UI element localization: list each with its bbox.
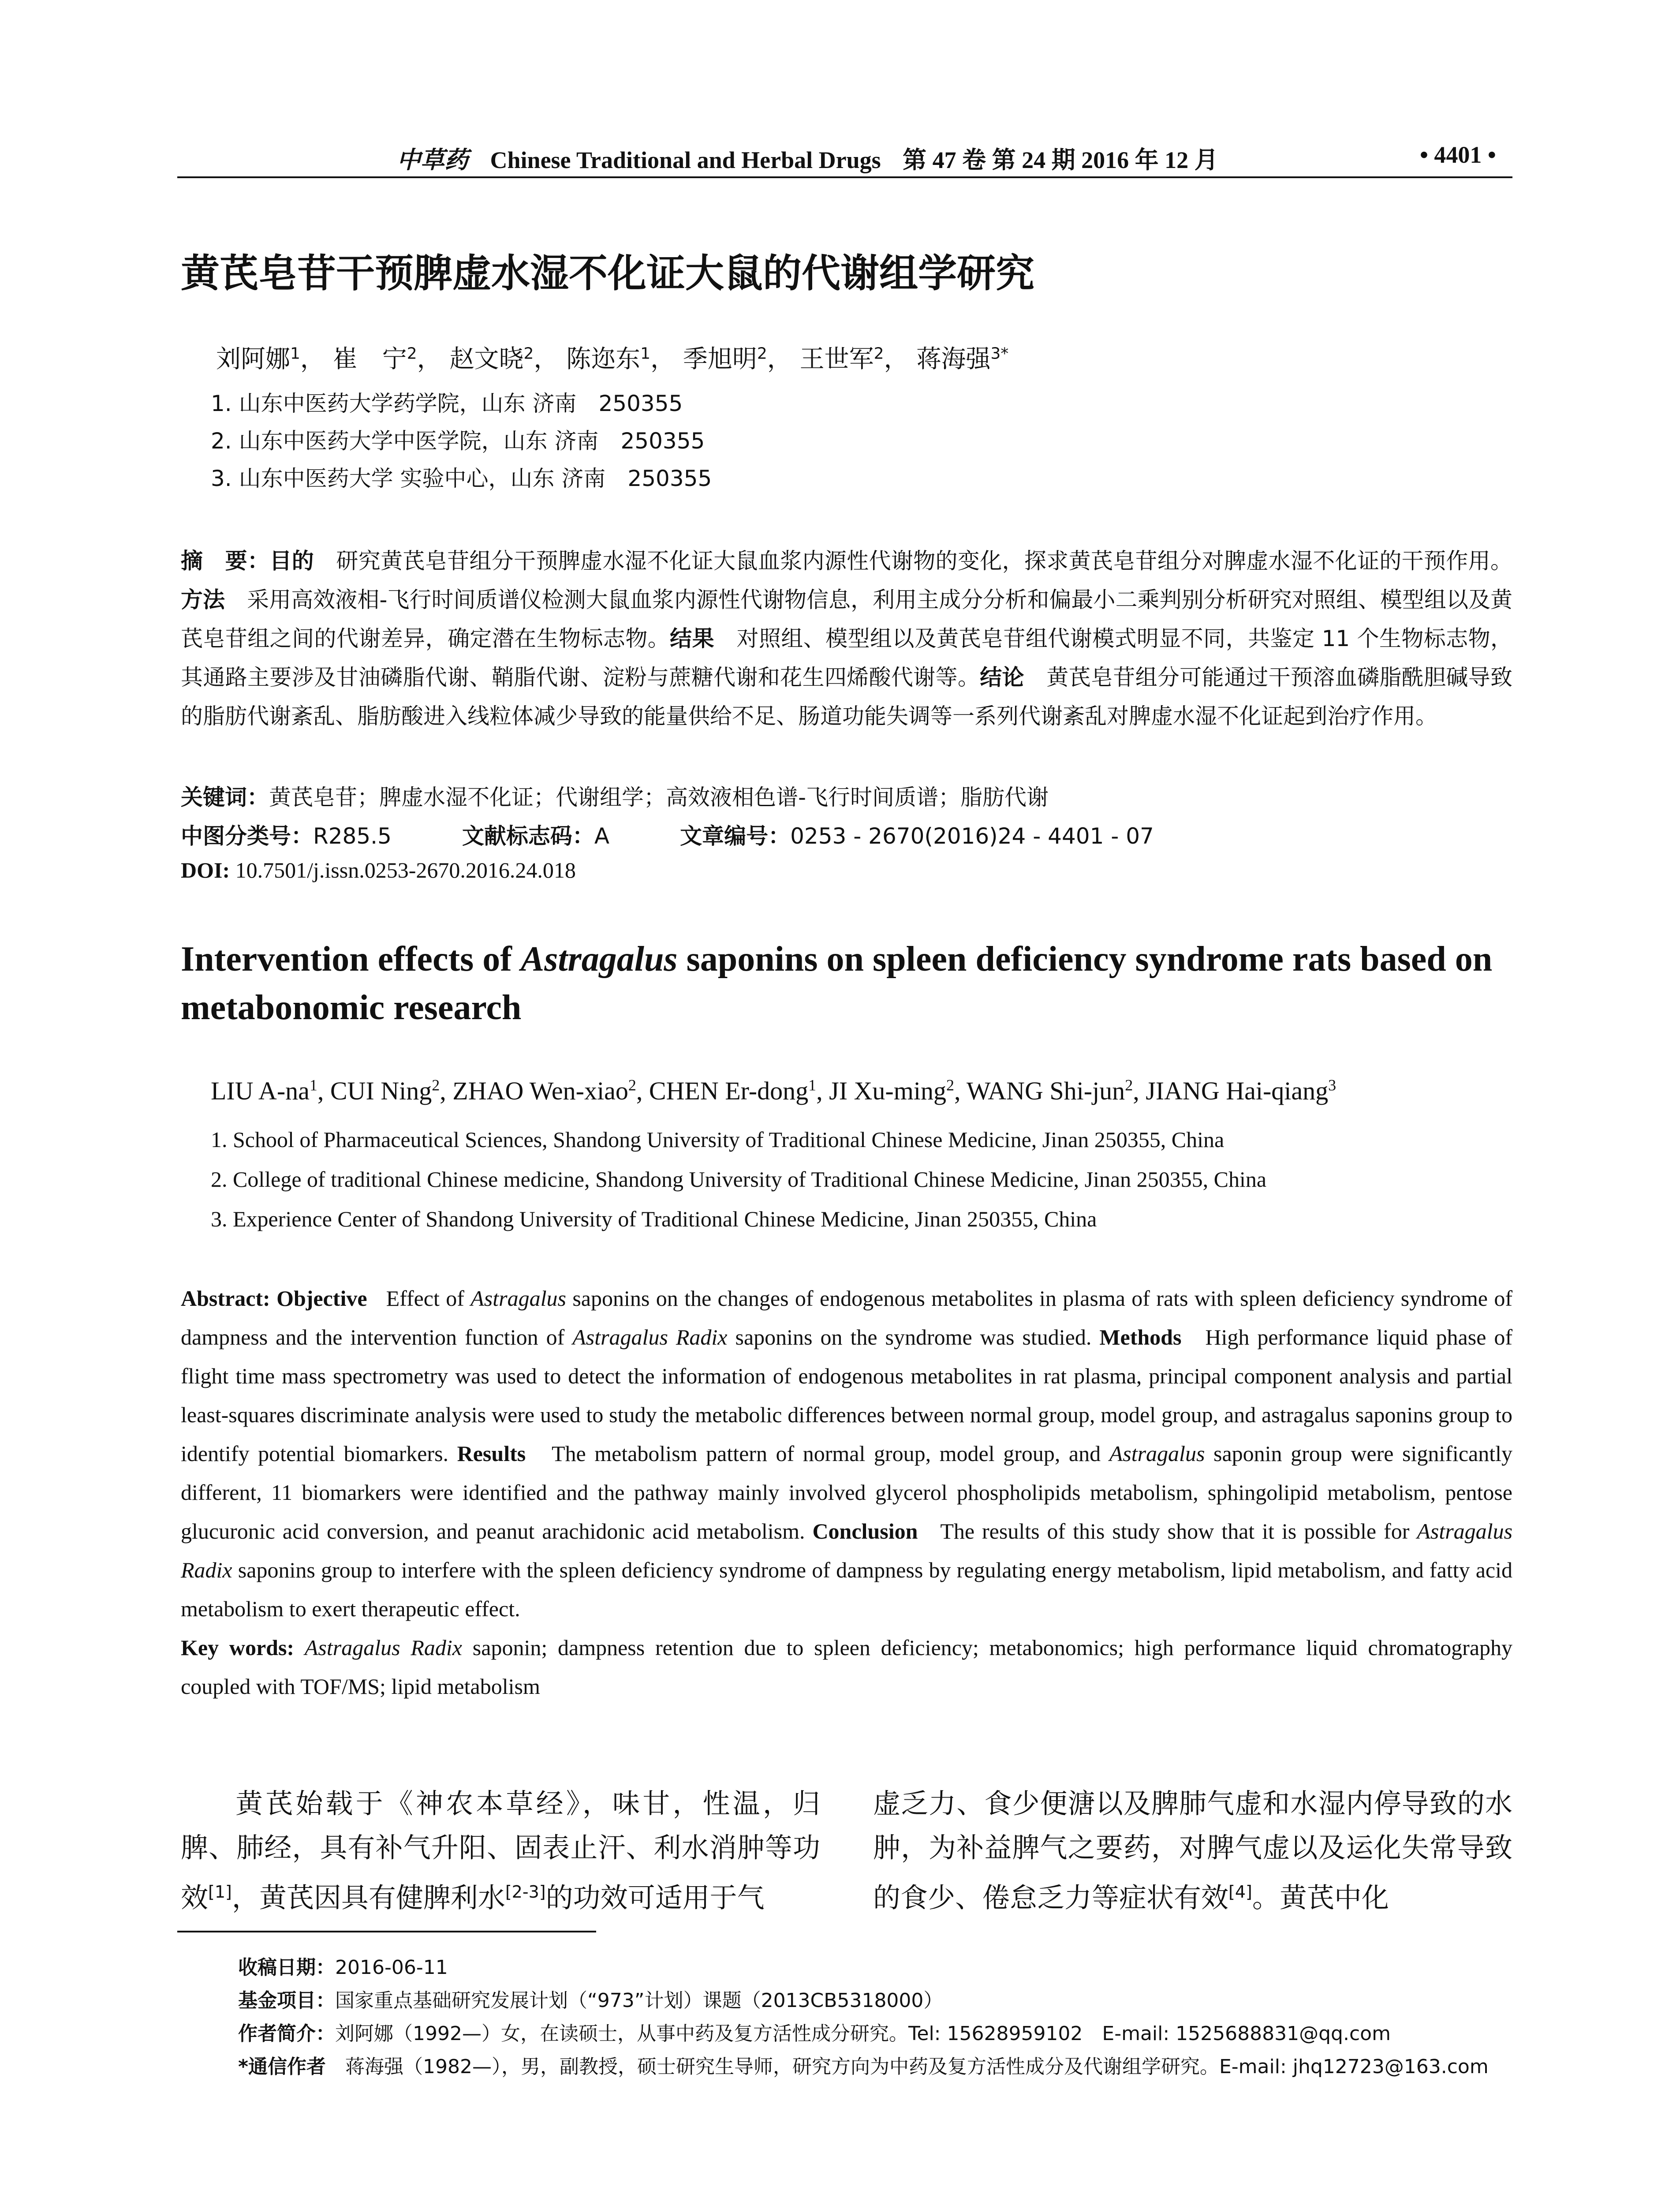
doi-line: DOI: 10.7501/j.issn.0253-2670.2016.24.018 bbox=[181, 858, 576, 882]
abstract-conclusion-label: Conclusion bbox=[812, 1519, 918, 1544]
title-cn: 黄芪皂苷干预脾虚水湿不化证大鼠的代谢组学研究 bbox=[181, 250, 1035, 296]
methods-label: 方法 bbox=[181, 587, 225, 613]
author-en: JI Xu-ming$^2$ bbox=[829, 1076, 954, 1106]
keywords-en: Key words: Astragalus Radix saponin; dampness retention due to spleen deficiency; metabonomics; high performance liquid chromatography coupled with TOF/MS; lipid metabolism bbox=[181, 1635, 1513, 1699]
title-en: Intervention effects of Astragalus saponins on spleen deficiency syndrome rats based on metabonomic research bbox=[181, 940, 1493, 1027]
citation-ref[interactable]: [1] bbox=[208, 1882, 232, 1902]
author-cn: 崔 宁$^2$ bbox=[332, 344, 417, 374]
running-header bbox=[397, 141, 1218, 175]
affiliation-en-3: 3. Experience Center of Shandong University of Traditional Chinese Medicine, Jinan 250355, China bbox=[211, 1207, 1097, 1231]
abstract-cn bbox=[181, 542, 1512, 736]
author-en: ZHAO Wen-xiao$^2$ bbox=[452, 1076, 636, 1106]
author-en: JIANG Hai-qiang$^3$ bbox=[1146, 1076, 1337, 1106]
authors-cn: 刘阿娜$^1$， 崔 宁$^2$， 赵文晓$^2$， 陈迩东$^1$， 季旭明$^2$， 王世军$^2$， 蒋海强$^{3*}$ bbox=[216, 344, 1009, 374]
abstract-en: Abstract: Objective Effect of Astragalus saponins on the changes of endogenous metabolites in plasma of rats with spleen deficiency syndrome of dampness and the intervention function of Astragalus Radix saponins on the syndrome was studied. Methods High performance liquid phase of flight time mass spectrometry was used to detect the information of endogenous metabolites in rat plasma, principal component analysis and partial least-squares discriminate analysis were used to study the metabolic differences between normal group, model group, and astragalus saponins group to identify potential biomarkers. Results The metabolism pattern of normal group, model group, and Astragalus saponin group were significantly different, 11 biomarkers were identified and the pathway mainly involved glycerol phospholipids metabolism, sphingolipid metabolism, pentose glucuronic acid conversion, and peanut arachidonic acid metabolism. Conclusion The results of this study show that it is possible for Astragalus Radix saponins group to interfere with the spleen deficiency syndrome of dampness by regulating energy metabolism, lipid metabolism, and fatty acid metabolism to exert therapeutic effect. Key words: Astragalus Radix saponin; dampness retention due to spleen deficiency; metabonomics; high performance liquid chromatography coupled with TOF/MS; lipid metabolism bbox=[181, 1286, 1513, 1699]
author-cn: 王世军$^2$ bbox=[799, 344, 884, 374]
classification-line: 中图分类号：R285.5 文献标志码：A 文章编号：0253 - 2670(2016)24 - 4401 - 07 bbox=[181, 823, 1154, 849]
journal-name-en: Chinese Traditional and Herbal Drugs bbox=[490, 147, 881, 173]
document-code: A bbox=[594, 823, 610, 849]
footnote-corresponding: *通信作者 蒋海强（1982—），男，副教授，硕士研究生导师，研究方向为中药及复方活性成分及代谢组学研究。E-mail: jhq12723@163.com bbox=[238, 2056, 1489, 2078]
abstract-results-label: Results bbox=[457, 1441, 526, 1466]
results-label: 结果 bbox=[670, 626, 715, 651]
results-text: 对照组、模型组以及黄芪皂苷组代谢模式明显不同，共鉴定 11 个生物标志物，其通路主要涉及甘油磷脂代谢、鞘脂代谢、淀粉与蔗糖代谢和花生四烯酸代谢等。 bbox=[181, 626, 1513, 690]
article-number: 0253 - 2670(2016)24 - 4401 - 07 bbox=[790, 823, 1154, 849]
header-rule bbox=[177, 176, 1512, 178]
doi-link[interactable]: 10.7501/j.issn.0253-2670.2016.24.018 bbox=[235, 858, 576, 882]
abstract-methods-label: Methods bbox=[1099, 1325, 1182, 1349]
footnote-received: 收稿日期：2016-06-11 bbox=[238, 1956, 448, 1979]
affiliation-cn-2: 2. 山东中医药大学中医学院，山东 济南 250355 bbox=[211, 428, 705, 454]
issue-info: 第 47 卷 第 24 期 2016 年 12 月 bbox=[903, 147, 1218, 173]
journal-name-cn: 中草药 bbox=[397, 147, 468, 173]
author-en: WANG Shi-jun$^2$ bbox=[966, 1076, 1133, 1106]
conclusion-text: 黄芪皂苷组分可能通过干预溶血磷脂酰胆碱导致的脂肪代谢紊乱、脂肪酸进入线粒体减少导致的能量供给不足、肠道功能失调等一系列代谢紊乱对脾虚水湿不化证起到治疗作用。 bbox=[181, 665, 1513, 729]
abstract-label: 摘 要： bbox=[181, 548, 270, 574]
objective-text: 研究黄芪皂苷组分干预脾虚水湿不化证大鼠血浆内源性代谢物的变化，探求黄芪皂苷组分对脾虚水湿不化证的干预作用。 bbox=[336, 548, 1513, 574]
author-cn: 季旭明$^2$ bbox=[683, 344, 767, 374]
author-en: LIU $A-na^1$ bbox=[211, 1076, 317, 1106]
author-cn: 赵文晓$^2$ bbox=[449, 344, 534, 374]
page-number: • 4401 • bbox=[1420, 142, 1496, 168]
author-en: CHEN Er-dong$^1$ bbox=[649, 1076, 817, 1106]
author-cn: 陈迩东$^1$ bbox=[566, 344, 651, 374]
citation-ref[interactable]: [4] bbox=[1228, 1882, 1252, 1902]
keywords-cn: 关键词：黄芪皂苷；脾虚水湿不化证；代谢组学；高效液相色谱-飞行时间质谱；脂肪代谢 bbox=[181, 785, 1049, 810]
affiliation-cn-3: 3. 山东中医药大学 实验中心，山东 济南 250355 bbox=[211, 466, 712, 491]
affiliation-en-1: 1. School of Pharmaceutical Sciences, Shandong University of Traditional Chinese Medicine, Jinan 250355, China bbox=[211, 1127, 1225, 1152]
author-cn: 蒋海强$^{3*}$ bbox=[916, 344, 1009, 374]
footnote-rule bbox=[177, 1931, 596, 1932]
objective-label: 目的 bbox=[269, 548, 314, 574]
footnote-funding: 基金项目：国家重点基础研究发展计划（“973”计划）课题（2013CB5318000） bbox=[238, 1989, 943, 2012]
affiliation-cn-1: 1. 山东中医药大学药学院，山东 济南 250355 bbox=[211, 391, 683, 416]
body-column-right: 虚乏力、食少便溏以及脾肺气虚和水湿内停导致的水肿，为补益脾气之要药，对脾气虚以及运化失常导致的食少、倦怠乏力等症状有效[4]。黄芪中化 bbox=[873, 1787, 1512, 1914]
authors-en: LIU $A-na^1$, CUI Ning$^2$, ZHAO Wen-xiao$^2$, CHEN Er-dong$^1$, JI Xu-ming$^2$, WANG Shi-jun$^2$, JIANG Hai-qiang$^3$ bbox=[211, 1076, 1337, 1106]
citation-ref[interactable]: [2-3] bbox=[505, 1882, 546, 1902]
affiliation-en-2: 2. College of traditional Chinese medicine, Shandong University of Traditional Chinese Medicine, Jinan 250355, China bbox=[211, 1167, 1267, 1192]
author-cn: 刘阿娜$^1$ bbox=[216, 344, 300, 374]
clc-code: R285.5 bbox=[313, 823, 392, 849]
abstract-objective-label: Abstract: Objective bbox=[181, 1286, 367, 1311]
author-en: CUI Ning$^2$ bbox=[330, 1076, 440, 1106]
methods-text: 采用高效液相-飞行时间质谱仪检测大鼠血浆内源性代谢物信息，利用主成分分析和偏最小二乘判别分析研究对照组、模型组以及黄芪皂苷组之间的代谢差异，确定潜在生物标志物。 bbox=[181, 587, 1513, 651]
conclusion-label: 结论 bbox=[980, 665, 1024, 690]
body-column-left: 黄芪始载于《神农本草经》，味甘，性温，归脾、肺经，具有补气升阳、固表止汗、利水消肿等功效[1]，黄芪因具有健脾利水[2-3]的功效可适用于气 bbox=[181, 1787, 820, 1914]
footnote-author-bio: 作者简介：刘阿娜（1992—）女，在读硕士，从事中药及复方活性成分研究。Tel: 15628959102 E-mail: 1525688831@qq.com bbox=[238, 2022, 1391, 2045]
